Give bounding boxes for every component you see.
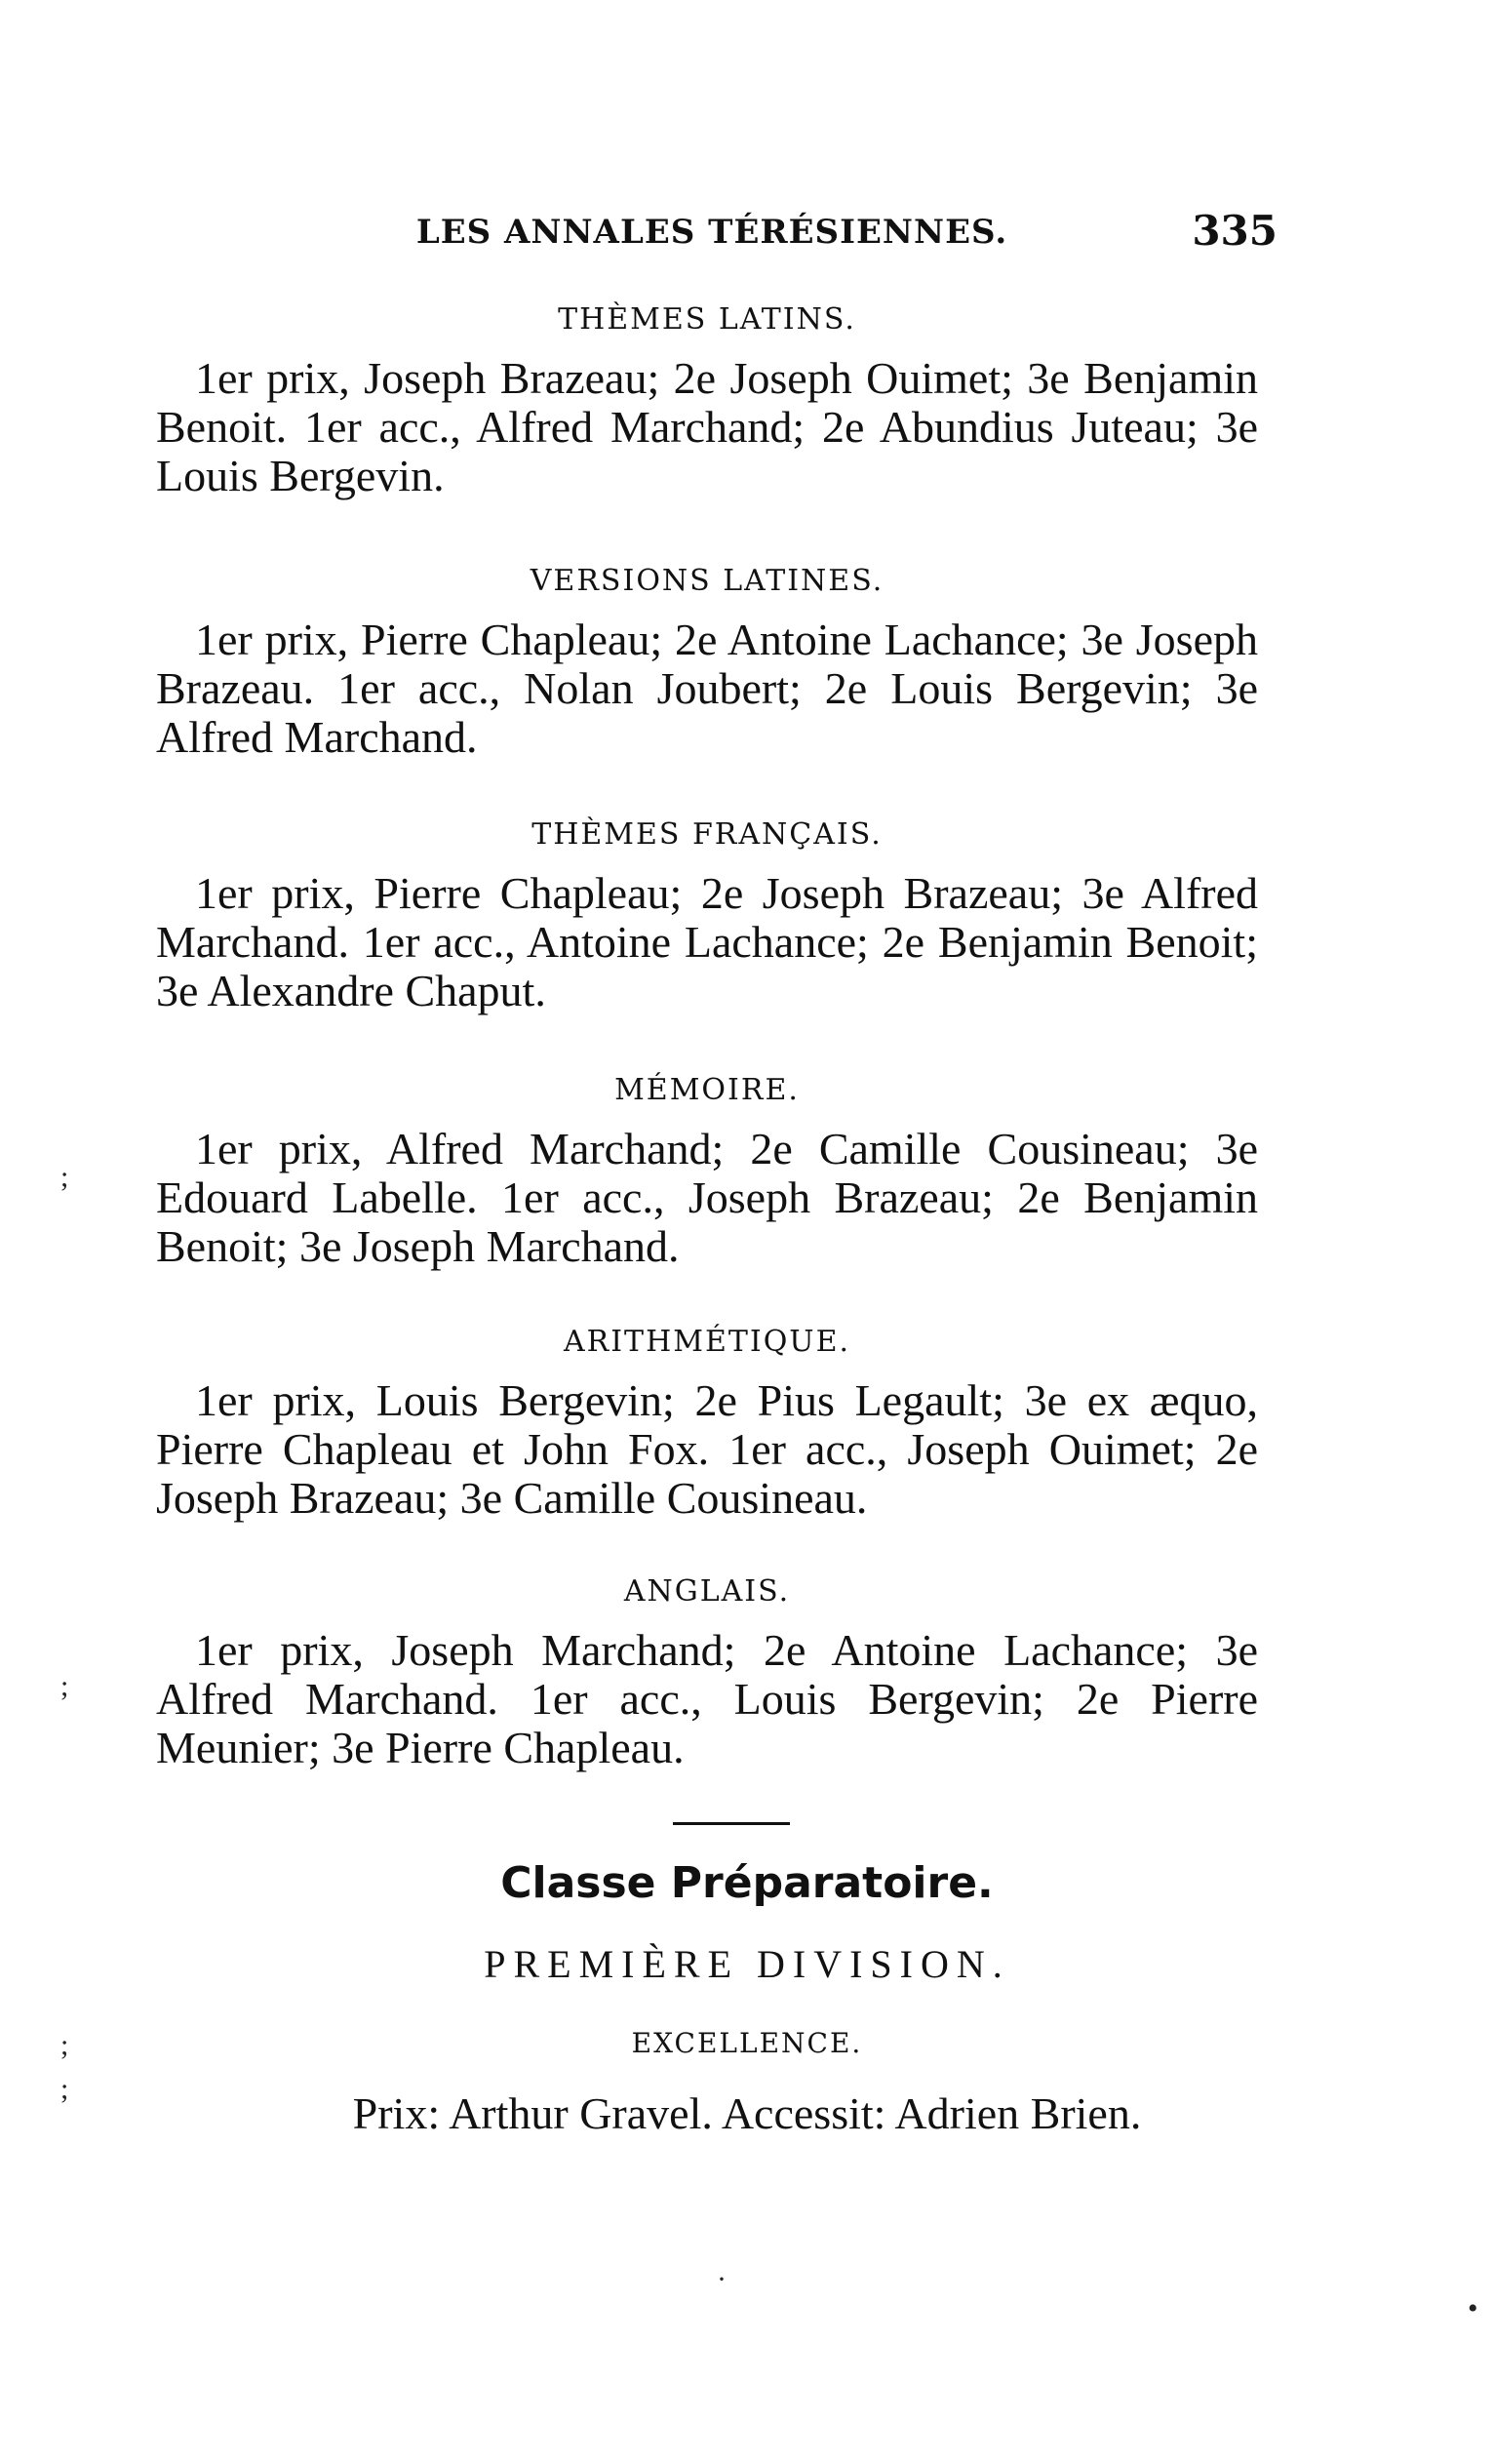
section-text: 1er prix, Louis Bergevin; 2e Pius Legault; 3e ex æquo, Pierre Chapleau et John Fox. 1er acc., Joseph Ouimet; 2e Joseph Brazeau; 3e Camille Cousineau. bbox=[156, 1375, 1258, 1523]
section-versions-latines bbox=[156, 564, 1258, 762]
section-text: 1er prix, Pierre Chapleau; 2e Joseph Brazeau; 3e Alfred Marchand. 1er acc., Antoine Lachance; 2e Benjamin Benoit; 3e Alexandre Chaput. bbox=[156, 868, 1258, 1015]
section-heading: ANGLAIS. bbox=[623, 1574, 791, 1609]
section-heading: ARITHMÉTIQUE. bbox=[563, 1325, 851, 1359]
section-heading: MÉMOIRE. bbox=[614, 1073, 800, 1107]
section-divider bbox=[673, 1822, 790, 1825]
excellence-text: Prix: Arthur Gravel. Accessit: Adrien Brien. bbox=[352, 2088, 1142, 2138]
margin-mark: ; bbox=[60, 2073, 69, 2105]
running-head bbox=[156, 207, 1278, 265]
section-anglais bbox=[156, 1574, 1258, 1772]
section-themes-francais bbox=[156, 817, 1258, 1015]
division-title: PREMIÈRE DIVISION. bbox=[484, 1942, 1010, 1986]
running-title: LES ANNALES TÉRÉSIENNES. bbox=[415, 213, 1008, 252]
margin-mark: ; bbox=[60, 1161, 69, 1193]
section-text: 1er prix, Alfred Marchand; 2e Camille Cousineau; 3e Edouard Labelle. 1er acc., Joseph Brazeau; 2e Benjamin Benoit; 3e Joseph Marchand. bbox=[156, 1124, 1258, 1271]
section-text: 1er prix, Joseph Brazeau; 2e Joseph Ouimet; 3e Benjamin Benoit. 1er acc., Alfred Marchand; 2e Abundius Juteau; 3e Louis Bergevin. bbox=[156, 353, 1258, 500]
section-themes-latins bbox=[156, 302, 1258, 500]
margin-mark: • bbox=[1468, 2292, 1478, 2325]
excellence-heading: EXCELLENCE. bbox=[631, 2027, 863, 2059]
section-arithmetique bbox=[156, 1325, 1258, 1523]
classe-title: Classe Préparatoire. bbox=[500, 1858, 994, 1908]
margin-mark: ; bbox=[60, 2029, 69, 2061]
section-memoire bbox=[156, 1073, 1258, 1271]
section-heading: THÈMES FRANÇAIS. bbox=[531, 817, 883, 852]
page-number: 335 bbox=[1192, 207, 1278, 255]
section-heading: THÈMES LATINS. bbox=[558, 302, 856, 337]
section-heading: VERSIONS LATINES. bbox=[530, 564, 885, 598]
section-text: 1er prix, Joseph Marchand; 2e Antoine Lachance; 3e Alfred Marchand. 1er acc., Louis Bergevin; 2e Pierre Meunier; 3e Pierre Chapleau. bbox=[156, 1625, 1258, 1772]
margin-mark: · bbox=[717, 2263, 727, 2295]
margin-mark: ; bbox=[60, 1670, 69, 1702]
section-text: 1er prix, Pierre Chapleau; 2e Antoine Lachance; 3e Joseph Brazeau. 1er acc., Nolan Joubert; 2e Louis Bergevin; 3e Alfred Marchand. bbox=[156, 615, 1258, 762]
